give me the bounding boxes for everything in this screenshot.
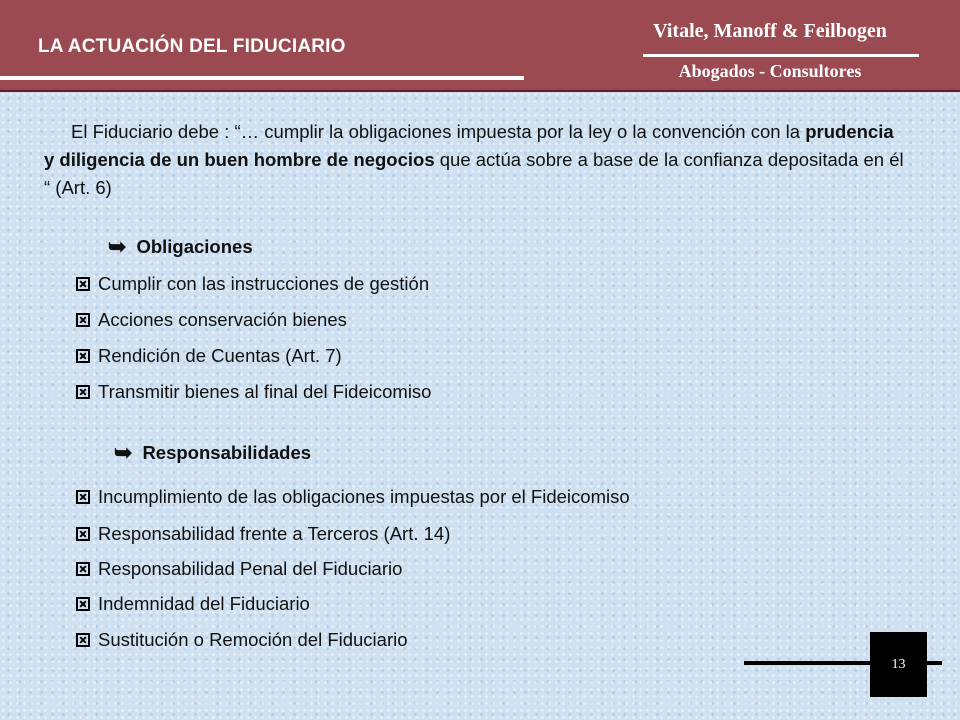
list-item-label: Cumplir con las instrucciones de gestión	[98, 273, 430, 294]
list-item	[76, 523, 450, 545]
list-item	[76, 593, 310, 615]
list-item	[76, 273, 429, 295]
checkbox-x-icon	[76, 490, 90, 504]
page-number: 13	[891, 656, 906, 672]
page-number-box	[870, 632, 927, 697]
list-item-label: Sustitución o Remoción del Fiduciario	[98, 629, 408, 650]
list-item-label: Acciones conservación bienes	[98, 309, 347, 330]
list-item	[76, 629, 408, 651]
intro-text-bold: prudencia y diligencia de un buen hombre de negocios	[44, 121, 894, 170]
list-item-label: Indemnidad del Fiduciario	[98, 593, 310, 614]
footer-rule-right	[927, 661, 942, 665]
footer-rule-left	[744, 661, 870, 665]
intro-paragraph	[44, 118, 904, 202]
list-item	[76, 309, 347, 331]
title-underline	[0, 76, 524, 80]
right-arrow-icon: ➥	[108, 234, 127, 259]
checkbox-x-icon	[76, 349, 90, 363]
checkbox-x-icon	[76, 527, 90, 541]
firm-divider	[643, 54, 919, 57]
checkbox-x-icon	[76, 385, 90, 399]
obligaciones-heading-label: Obligaciones	[136, 236, 253, 257]
intro-text-part1: El Fiduciario debe : “… cumplir la obligaciones impuesta por la ley o la convención con la	[71, 121, 806, 142]
list-item	[76, 486, 630, 508]
slide-header	[0, 0, 960, 92]
list-item-label: Responsabilidad Penal del Fiduciario	[98, 558, 403, 579]
list-item-label: Responsabilidad frente a Terceros (Art. 14)	[98, 523, 451, 544]
right-arrow-icon: ➥	[114, 440, 133, 465]
firm-subtitle: Abogados - Consultores	[678, 61, 862, 81]
responsabilidades-heading	[114, 440, 311, 466]
checkbox-x-icon	[76, 313, 90, 327]
slide-title: LA ACTUACIÓN DEL FIDUCIARIO	[38, 36, 346, 57]
checkbox-x-icon	[76, 277, 90, 291]
checkbox-x-icon	[76, 597, 90, 611]
firm-name: Vitale, Manoff & Feilbogen	[653, 20, 887, 42]
obligaciones-heading	[108, 234, 253, 260]
list-item-label: Incumplimiento de las obligaciones impuestas por el Fideicomiso	[98, 486, 630, 507]
list-item	[76, 381, 431, 403]
list-item	[76, 345, 342, 367]
list-item-label: Rendición de Cuentas (Art. 7)	[98, 345, 342, 366]
intro-text-part2: que actúa sobre a base de la confianza depositada en él “ (Art. 6)	[44, 149, 904, 198]
list-item	[76, 558, 402, 580]
checkbox-x-icon	[76, 633, 90, 647]
checkbox-x-icon	[76, 562, 90, 576]
responsabilidades-heading-label: Responsabilidades	[142, 442, 312, 463]
list-item-label: Transmitir bienes al final del Fideicomiso	[98, 381, 432, 402]
